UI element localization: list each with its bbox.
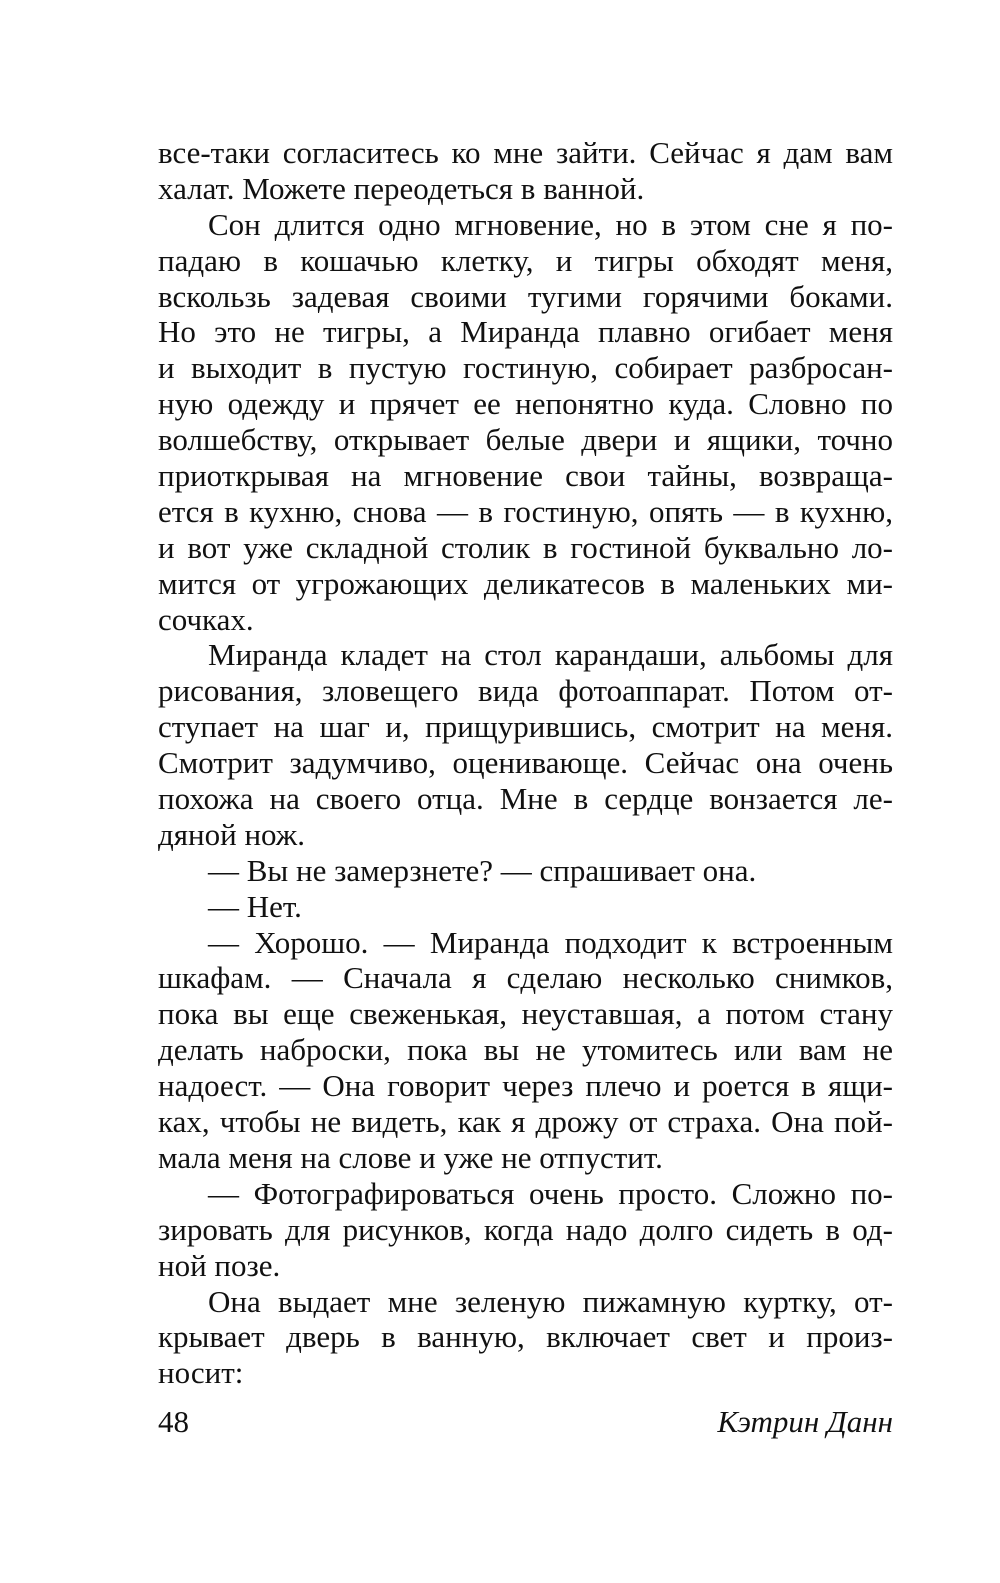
page-number: 48 <box>158 1404 189 1439</box>
body-text <box>158 135 893 1391</box>
text-line: пока вы еще свеженькая, неуставшая, а потом стану <box>158 996 893 1032</box>
text-line: Но это не тигры, а Миранда плавно огибает меня <box>158 314 893 350</box>
running-footer-author: Кэтрин Данн <box>717 1404 893 1439</box>
text-line: дяной нож. <box>158 816 305 852</box>
text-line: ную одежду и прячет ее непонятно куда. Словно по <box>158 386 893 422</box>
text-line: — Вы не замерзнете? — спрашивает она. <box>208 852 757 888</box>
text-line: зировать для рисунков, когда надо долго сидеть в од- <box>158 1211 893 1247</box>
text-line: делать наброски, пока вы не утомитесь или вам не <box>158 1032 893 1068</box>
text-line: Миранда кладет на стол карандаши, альбомы для <box>208 637 893 673</box>
text-line: — Хорошо. — Миранда подходит к встроенным <box>208 924 893 960</box>
text-line: ется в кухню, снова — в гостиную, опять — в кухню, <box>158 493 893 529</box>
text-line: носит: <box>158 1355 244 1391</box>
text-line: и вот уже складной столик в гостиной буквально ло- <box>158 529 893 565</box>
text-line: крывает дверь в ванную, включает свет и произ- <box>158 1319 893 1355</box>
text-line: Она выдает мне зеленую пижамную куртку, от- <box>208 1283 893 1319</box>
text-line: мала меня на слове и уже не отпустит. <box>158 1139 663 1175</box>
text-line: и выходит в пустую гостиную, собирает разбросан- <box>158 350 893 386</box>
text-line: — Фотографироваться очень просто. Сложно по- <box>208 1175 893 1211</box>
text-line: приоткрывая на мгновение свои тайны, возвраща- <box>158 458 893 494</box>
text-line: сочках. <box>158 601 254 637</box>
text-line: вскользь задевая своими тугими горячими боками. <box>158 278 893 314</box>
text-line: шкафам. — Сначала я сделаю несколько снимков, <box>158 960 893 996</box>
text-line: рисования, зловещего вида фотоаппарат. Потом от- <box>158 673 893 709</box>
text-line: все-таки согласитесь ко мне зайти. Сейчас я дам вам <box>158 135 893 170</box>
text-line: надоест. — Она говорит через плечо и роется в ящи- <box>158 1068 893 1104</box>
text-line: волшебству, открывает белые двери и ящики, точно <box>158 422 893 458</box>
text-line: похожа на своего отца. Мне в сердце вонзается ле- <box>158 781 893 817</box>
text-line: Смотрит задумчиво, оценивающе. Сейчас она очень <box>158 745 893 781</box>
text-line: халат. Можете переодеться в ванной. <box>158 170 645 206</box>
text-line: ной позе. <box>158 1247 281 1283</box>
text-line: Сон длится одно мгновение, но в этом сне я по- <box>208 206 893 242</box>
text-line: ступает на шаг и, прищурившись, смотрит на меня. <box>158 709 893 745</box>
text-line: мится от угрожающих деликатесов в маленьких ми- <box>158 565 893 601</box>
text-line: — Нет. <box>208 888 302 924</box>
text-line: ках, чтобы не видеть, как я дрожу от страха. Она пой- <box>158 1104 893 1140</box>
text-line: падаю в кошачью клетку, и тигры обходят меня, <box>158 242 893 278</box>
